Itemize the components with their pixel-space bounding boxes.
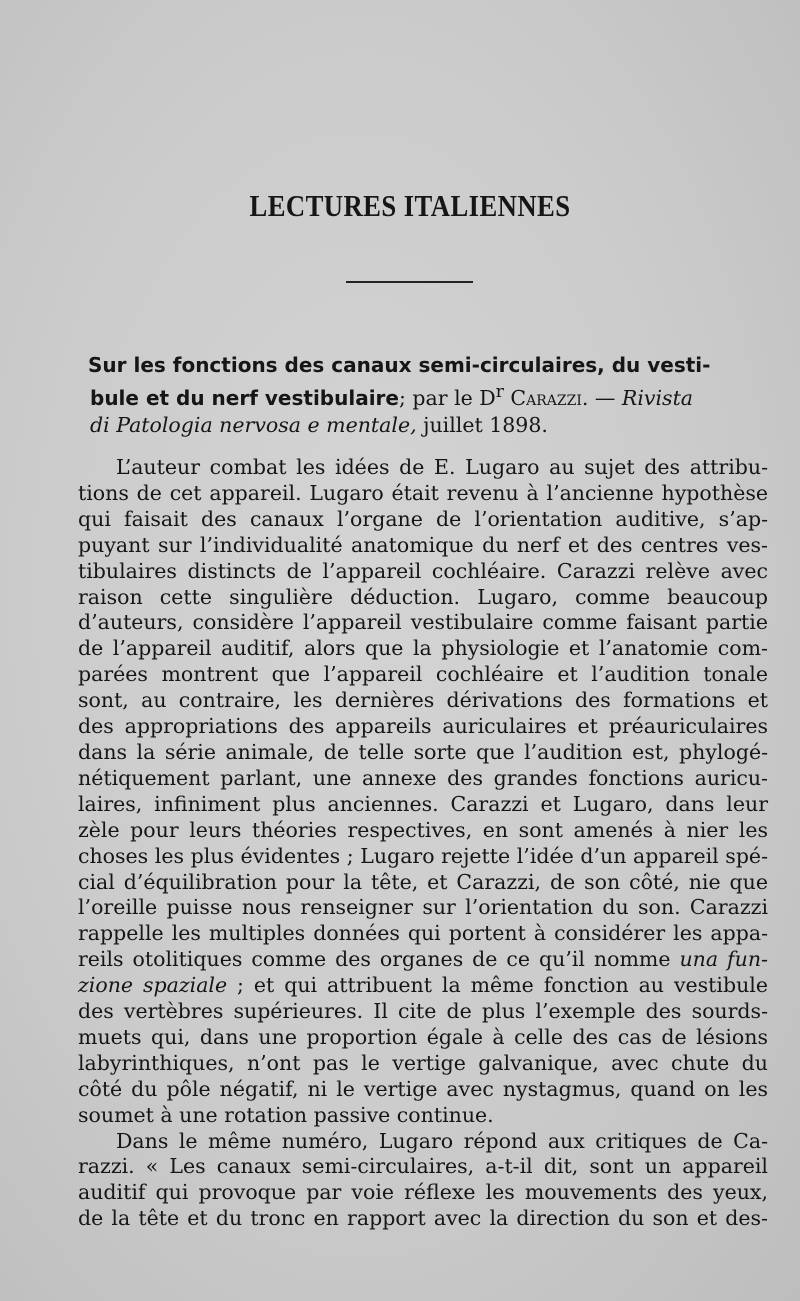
body-line: labyrinthiques, n’ont pas le vertige galvanique, avec chute du [78,1050,768,1075]
heading-line-3 [88,412,766,439]
italic-phrase: una fun- [679,947,768,972]
body-line-text: ; et qui attribuent la même fonction au vestibule [227,973,768,998]
body-line [78,973,768,999]
body-line: tions de cet appareil. Lugaro était revenu à l’ancienne hypothèse [78,480,768,505]
body-line: l’oreille puisse nous renseigner sur l’orientation du son. Carazzi [78,895,768,920]
body-line: des appropriations des appareils auriculaires et préauriculaires [78,714,768,739]
body-line: nétiquement parlant, une annexe des grandes fonctions auricu- [78,765,768,790]
body-line: rappelle les multiples données qui portent à considérer les appa- [78,921,768,946]
body-line: cial d’équilibration pour la tête, et Carazzi, de son côté, nie que [78,869,768,894]
body-line: L’auteur combat les idées de E. Lugaro au sujet des attribu- [116,455,768,479]
body-line: puyant sur l’individualité anatomique du nerf et des centres ves- [78,532,768,557]
author-name: Carazzi. [510,385,589,410]
body-line-text: reils otolitiques comme des organes de ce qu’il nomme [78,947,680,972]
body-line: laires, infiniment plus anciennes. Carazzi et Lugaro, dans leur [78,791,768,816]
heading-line-1: Sur les fonctions des canaux semi-circulaires, du vesti- [88,353,711,377]
section-title: LECTURES ITALIENNES [249,188,571,223]
body-line: tibulaires distincts de l’appareil cochléaire. Carazzi relève avec [78,558,768,583]
body-line: côté du pôle négatif, ni le vertige avec nystagmus, quand on les [78,1076,768,1101]
body-line: choses les plus évidentes ; Lugaro rejette l’idée d’un appareil spé- [78,843,768,868]
paragraph-2-line: de la tête et du tronc en rapport avec la direction du son et des- [78,1206,768,1231]
body-line: raison cette singulière déduction. Lugaro, comme beaucoup [78,584,768,609]
body-line: parées montrent que l’appareil cochléaire et l’audition tonale [78,662,768,687]
journal-name-part-1: Rivista [621,385,694,410]
heading-sup: r [495,382,504,402]
body-line: dans la série animale, de telle sorte que l’audition est, phylogé- [78,739,768,764]
publication-date: juillet 1898. [416,412,548,437]
body-line: de l’appareil auditif, alors que la physiologie et l’anatomie com- [78,636,768,661]
body-line: soumet à une rotation passive continue. [78,1102,494,1127]
paragraph-2-line: razzi. « Les canaux semi-circulaires, a-t-il dit, sont un appareil [78,1154,768,1179]
body-line: zèle pour leurs théories respectives, en sont amenés à nier les [78,817,768,842]
heading-bold-part: bule et du nerf vestibulaire [90,385,399,410]
body-line [78,947,768,973]
heading-line-2 [88,379,766,412]
body-line: qui faisait des canaux l’organe de l’orientation auditive, s’ap- [78,506,768,531]
paragraph-2-line: Dans le même numéro, Lugaro répond aux critiques de Ca- [116,1128,768,1153]
body-line: d’auteurs, considère l’appareil vestibulaire comme faisant partie [78,610,768,635]
article-heading [88,352,766,439]
body-line: sont, au contraire, les dernières dérivations des formations et [78,688,768,713]
body-line: des vertèbres supérieures. Il cite de plus l’exemple des sourds- [78,999,768,1024]
title-rule-divider [346,281,473,283]
body-line: muets qui, dans une proportion égale à celle des cas de lésions [78,1024,768,1049]
heading-dash: — [588,385,622,410]
paragraph-2-line: auditif qui provoque par voie réflexe les mouvements des yeux, [78,1180,768,1205]
heading-by: ; par le D [398,385,496,410]
journal-name-part-2: di Patologia nervosa e mentale, [90,412,417,437]
italic-phrase: zione spaziale [78,973,228,998]
article-body [78,455,768,1232]
